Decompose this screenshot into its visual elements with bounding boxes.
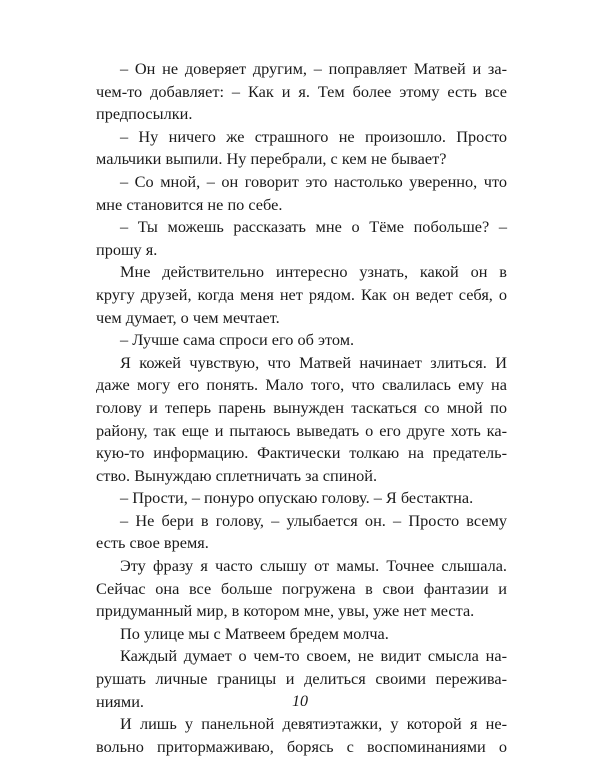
text-line: Каждый думает о чем-то своем, не видит смысла на- bbox=[120, 646, 507, 666]
text-line: – Ну ничего же страшного не произошло. Просто bbox=[120, 126, 507, 146]
text-line: мне становится не по себе. bbox=[96, 194, 283, 214]
text-line: Я кожей чувствую, что Матвей начинает злиться. И bbox=[120, 352, 507, 372]
page-number: 10 bbox=[292, 693, 308, 710]
text-line: Сейчас она все больше погружена в свои фантазии и bbox=[96, 578, 507, 598]
text-line: прошу я. bbox=[96, 239, 158, 259]
text-line: рушать личные границы и делиться своими пережива- bbox=[96, 669, 507, 689]
text-line: По улице мы с Матвеем бредем молча. bbox=[120, 623, 389, 643]
text-line: – Он не доверяет другим, – поправляет Матвей и за- bbox=[120, 59, 507, 78]
text-line: чем-то добавляет: – Как и я. Тем более этому есть все bbox=[96, 81, 507, 101]
text-line: ниями. bbox=[96, 691, 145, 711]
text-line: ство. Вынуждаю сплетничать за спиной. bbox=[96, 465, 378, 485]
text-line: придуманный мир, в котором мне, увы, уже нет места. bbox=[96, 601, 475, 621]
text-line: Эту фразу я часто слышу от мамы. Точнее слышала. bbox=[120, 556, 507, 576]
text-line: – Не бери в голову, – улыбается он. – Просто всему bbox=[120, 510, 507, 530]
text-line: вольно притормаживаю, борясь с воспоминаниями о bbox=[96, 736, 507, 756]
text-line: есть свое время. bbox=[96, 533, 209, 553]
text-line: – Ты можешь рассказать мне о Тёме побольше? – bbox=[120, 217, 507, 237]
text-line: Мне действительно интересно узнать, какой он в bbox=[120, 262, 507, 282]
text-line: даже могу его понять. Мало того, что свалилась ему на bbox=[96, 375, 507, 395]
text-line: мальчики выпили. Ну перебрали, с кем не бывает? bbox=[96, 149, 447, 169]
text-line: кругу друзей, когда меня нет рядом. Как он ведет себя, о bbox=[96, 284, 507, 304]
text-line: И лишь у панельной девятиэтажки, у которой я не- bbox=[120, 714, 507, 734]
text-line: – Прости, – понуро опускаю голову. – Я бестактна. bbox=[120, 488, 474, 508]
text-line: – Со мной, – он говорит это настолько уверенно, что bbox=[120, 171, 507, 191]
text-line: кую-то информацию. Фактически толкаю на предатель- bbox=[96, 443, 507, 463]
text-line: чем думает, о чем мечтает. bbox=[96, 307, 280, 327]
text-line: – Лучше сама спроси его об этом. bbox=[120, 330, 355, 350]
text-line: предпосылки. bbox=[96, 104, 193, 124]
page-body-text bbox=[96, 58, 507, 758]
text-line: голову и теперь парень вынужден таскаться со мной по bbox=[96, 397, 507, 417]
text-line: району, так еще и пытаюсь выведать о его друге хоть ка- bbox=[96, 420, 507, 440]
